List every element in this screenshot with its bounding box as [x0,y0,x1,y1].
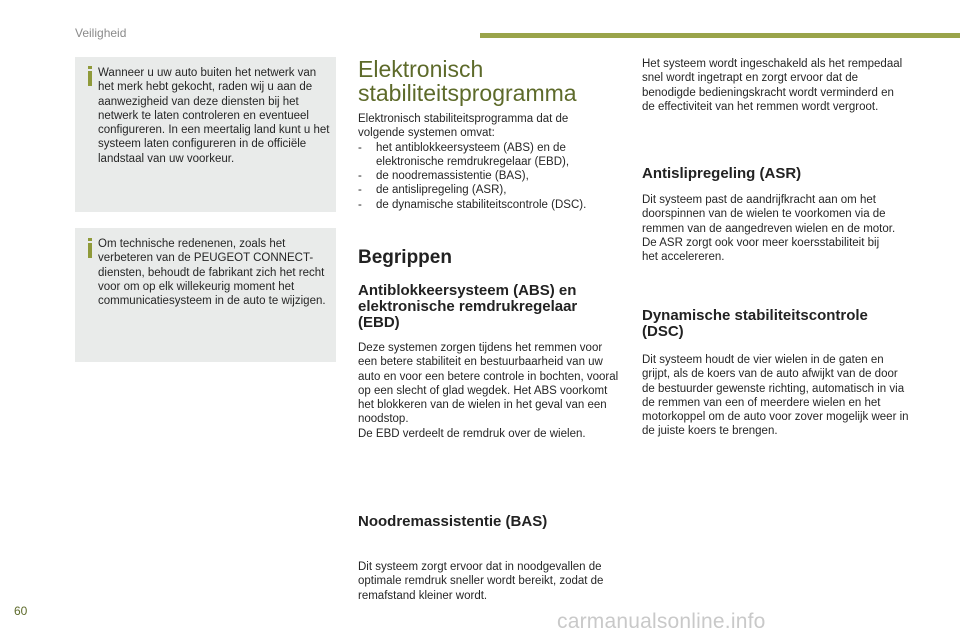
info-box-connect [75,228,336,362]
abs-heading: Antiblokkeersysteem (ABS) en elektronische remdrukregelaar (EBD) [358,282,578,331]
bas-text: Dit systeem zorgt ervoor dat in noodgevallen de optimale remdruk sneller wordt bereikt, zodat de remafstand kleiner wordt. [358,561,604,602]
info-icon [88,243,92,258]
dsc-heading: Dynamische stabiliteitscontrole (DSC) [642,307,868,340]
info-box-network [75,57,336,212]
ebd-text: De EBD verdeelt de remdruk over de wielen. [358,427,586,440]
page-title-line-1: Elektronisch [358,56,484,82]
list-item: - de dynamische stabiliteitscontrole (DSC). [358,198,608,212]
intro-text: Elektronisch stabiliteitsprogramma dat de volgende systemen omvat: [358,113,569,140]
watermark: carmanualsonline.info [557,610,766,633]
section-label: Veiligheid [75,26,127,40]
bas-continued-text: Het systeem wordt ingeschakeld als het rempedaal snel wordt ingetrapt en zorgt ervoor dat de benodigde bedieningskracht wordt verminderd en de effectiviteit van het remmen wordt vergroot. [642,58,903,113]
dsc-text: Dit systeem houdt de vier wielen in de gaten en grijpt, als de koers van de auto afwijkt van de door de bestuurder gewenste richting, automatisch in via de remmen van een of meerdere wielen en het motorkoppel om de auto voor zover mogelijk weer in de juiste koers te brengen. [642,354,909,438]
info-icon [88,71,92,86]
concepts-heading: Begrippen [358,247,452,268]
header-accent-rule [480,33,960,38]
abs-text: Deze systemen zorgen tijdens het remmen voor een betere stabiliteit en bestuurbaarheid van uw auto en voor een betere controle in bochten, vooral op een slecht of glad wegdek. Het ABS voorkomt het blokkeren van de wielen in het geval van een noodstop. [358,342,619,426]
list-item: - de noodremassistentie (BAS), [358,169,608,183]
list-item: - het antiblokkeersysteem (ABS) en de elektronische remdrukregelaar (EBD), [358,141,608,170]
intro-paragraph [358,112,608,212]
asr-text: Dit systeem past de aandrijfkracht aan om het doorspinnen van de wielen te voorkomen via de remmen van de aangedreven wielen en de motor. De ASR zorgt ook voor meer koersstabiliteit bij het accelereren. [642,194,896,264]
page-title [358,57,628,105]
asr-heading: Antislipregeling (ASR) [642,165,802,182]
systems-list [358,141,608,212]
bas-heading: Noodremassistentie (BAS) [358,513,548,530]
page-number: 60 [14,604,28,618]
info-box-text: Wanneer u uw auto buiten het netwerk van het merk hebt gekocht, raden wij u aan de aanwezigheid van deze diensten bij het netwerk te laten controleren en eventueel configureren. In een meertalig land kunt u het systeem laten configureren in de officiële landstaal van uw voorkeur. [98,67,330,165]
info-box-text: Om technische redenenen, zoals het verbeteren van de PEUGEOT CONNECT-diensten, behoudt de fabrikant zich het recht voor om op elk willekeurig moment het communicatiesysteem in de auto te wijzigen. [98,238,326,308]
list-item: - de antislipregeling (ASR), [358,183,608,197]
abs-paragraph [358,341,620,441]
page-title-line-2: stabiliteitsprogramma [358,80,577,106]
